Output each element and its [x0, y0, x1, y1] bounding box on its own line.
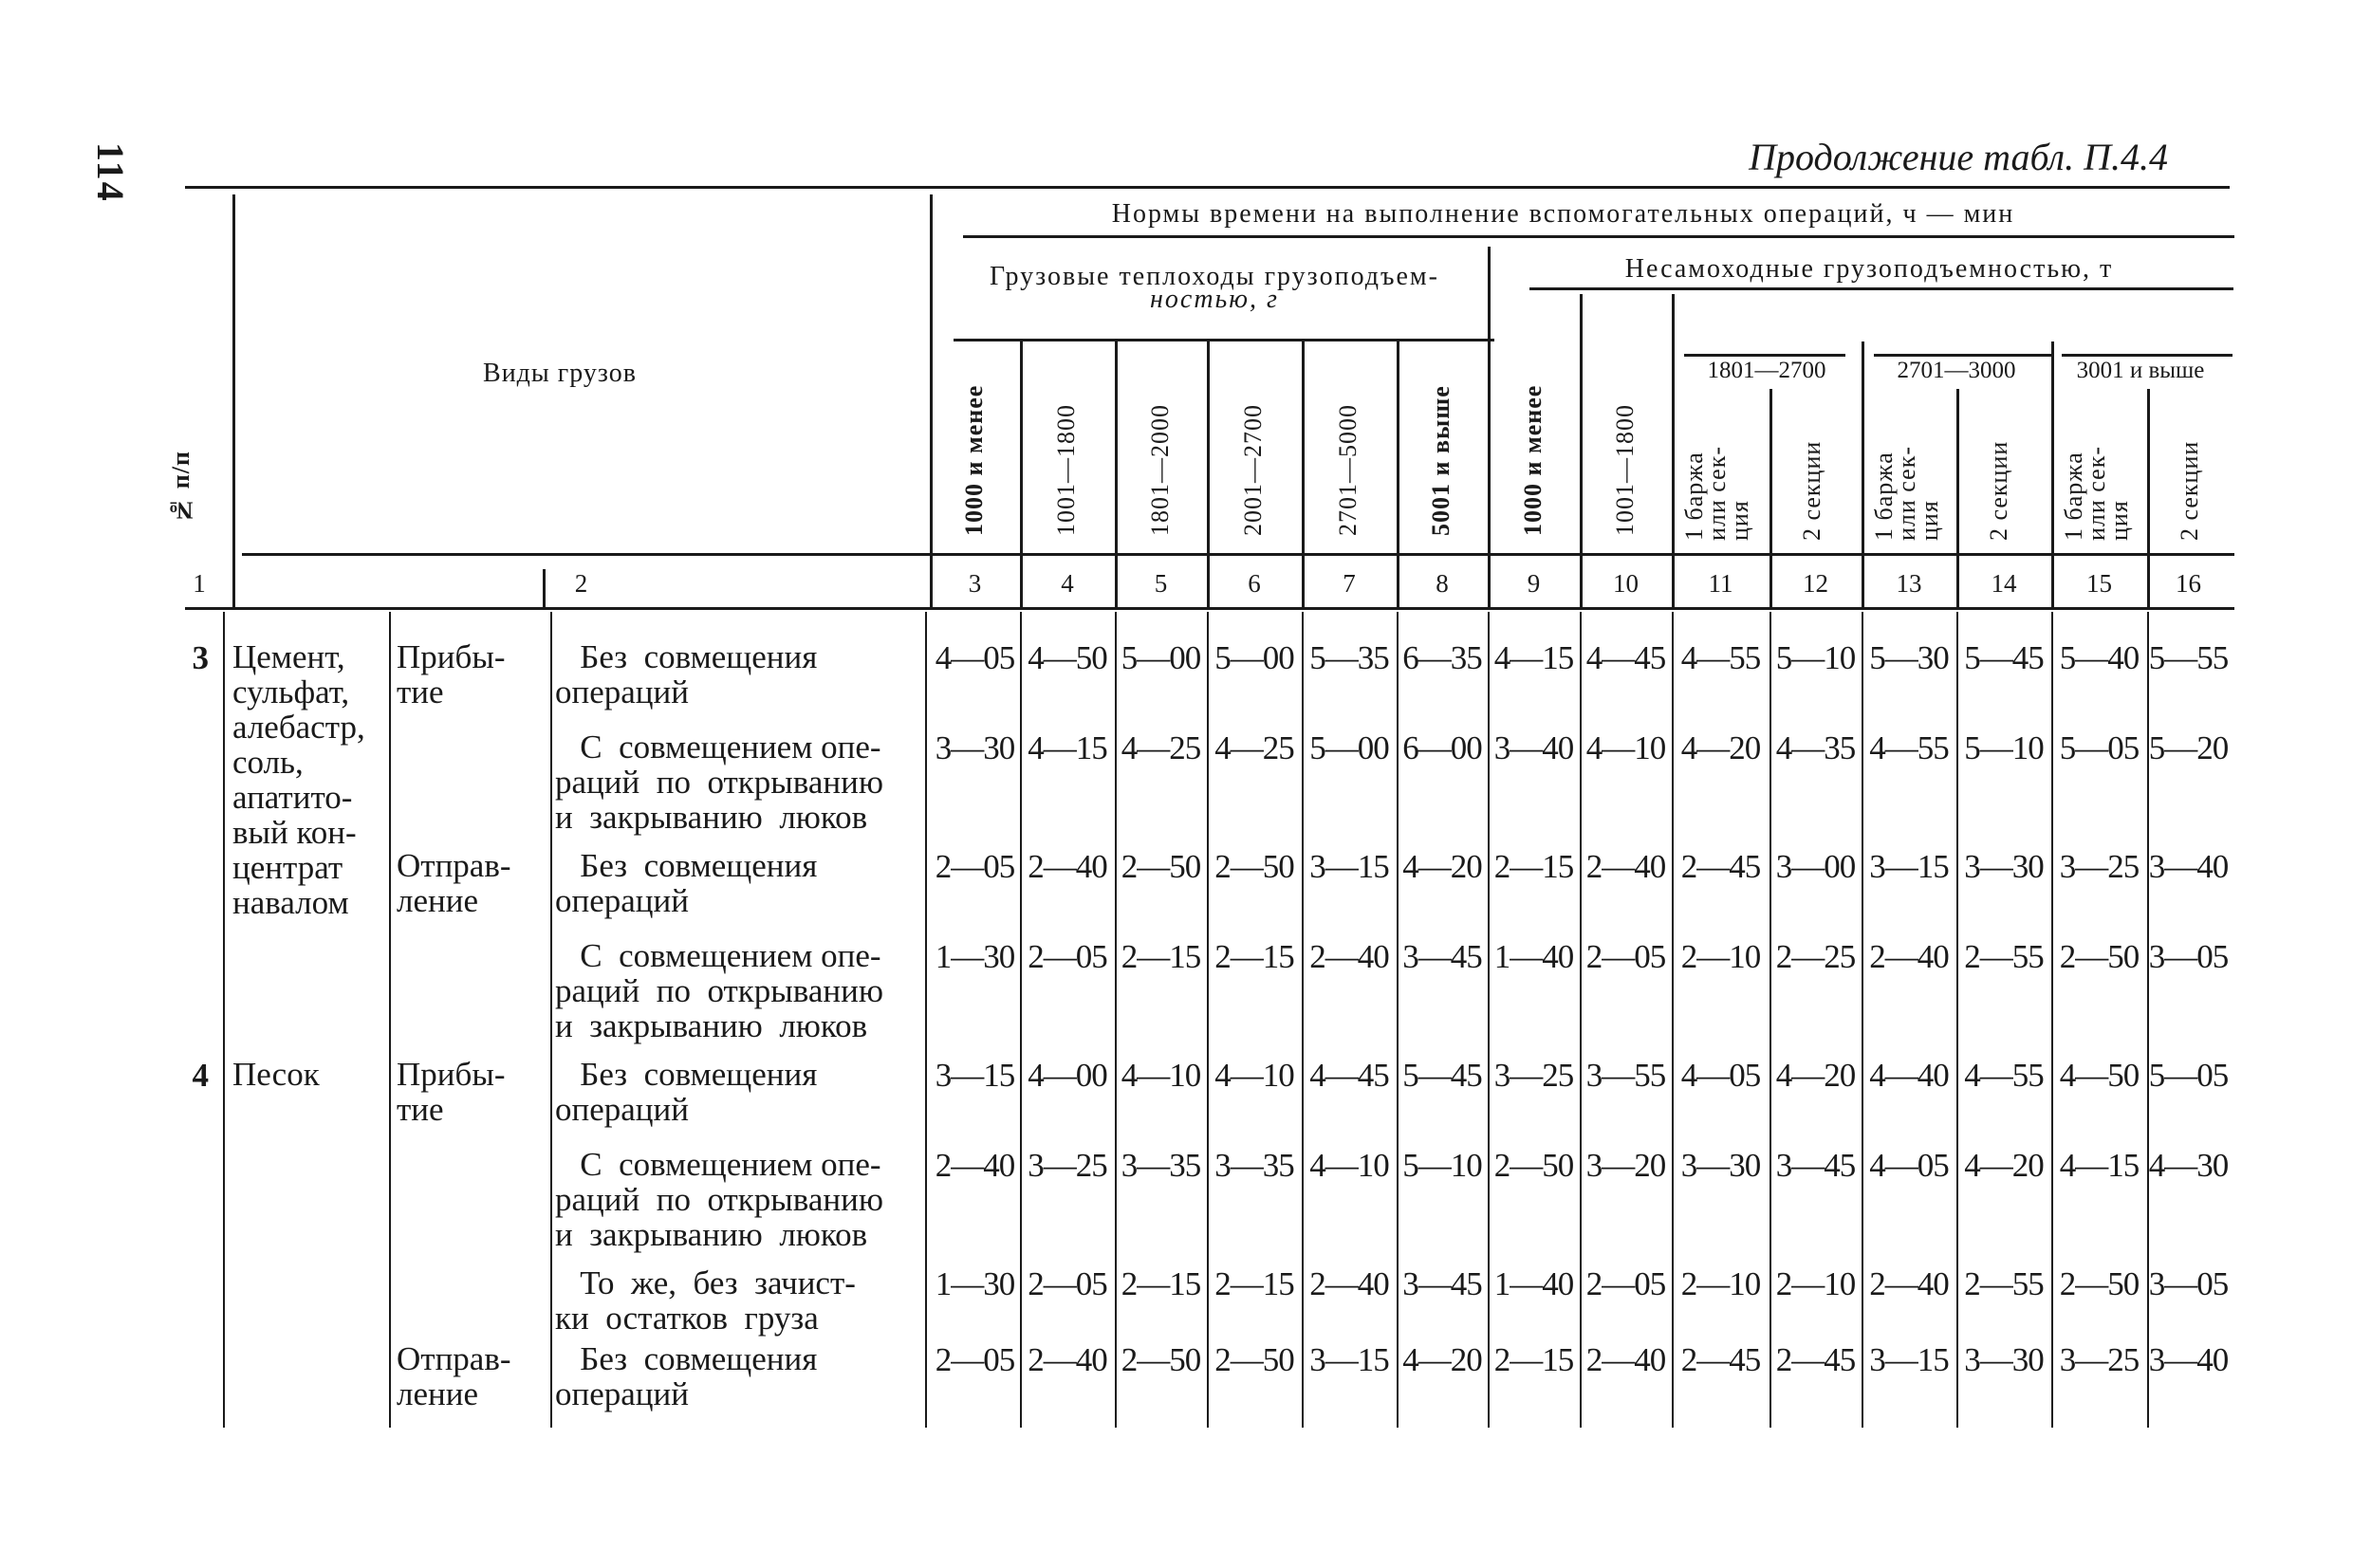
time-norm-value: 4—50	[2059, 1057, 2140, 1094]
barge-or-section-header: 1 баржа или сек- ция	[2060, 446, 2133, 541]
time-norm-value: 5—10	[1964, 729, 2044, 766]
time-norm-value: 2—15	[1493, 848, 1574, 885]
column-divider	[925, 612, 927, 1428]
time-norm-value: 6—35	[1402, 639, 1482, 676]
time-norm-value: 4—30	[2148, 1147, 2229, 1184]
time-norm-value: 3—30	[1964, 1341, 2044, 1378]
time-norm-value: 3—25	[1493, 1057, 1574, 1094]
column-header-7: 2701—5000	[1334, 404, 1362, 536]
time-norm-value: 2—45	[1680, 1341, 1761, 1378]
operation-description: Без совмещения операций	[555, 847, 818, 919]
time-norm-value: 3—45	[1402, 1265, 1482, 1302]
group-header-2: 2701—3000	[1897, 358, 2016, 383]
time-norm-value: 2—45	[1775, 1341, 1856, 1378]
header-rule	[185, 607, 2234, 610]
time-norm-value: 3—25	[1028, 1147, 1107, 1184]
time-norm-value: 4—50	[1028, 639, 1107, 676]
column-number-6: 6	[1248, 569, 1261, 598]
time-norm-value: 3—45	[1775, 1147, 1856, 1184]
time-norm-value: 3—45	[1402, 938, 1482, 975]
header-rule	[2062, 354, 2233, 357]
time-norm-value: 2—40	[1028, 1341, 1107, 1378]
column-number-3: 3	[968, 569, 982, 598]
time-norm-value: 5—45	[1402, 1057, 1482, 1094]
time-norm-value: 2—40	[1869, 1265, 1949, 1302]
time-norm-value: 5—35	[1309, 639, 1389, 676]
time-norm-value: 2—40	[1585, 848, 1666, 885]
time-norm-value: 5—45	[1964, 639, 2044, 676]
column-number-4: 4	[1061, 569, 1074, 598]
time-norm-value: 5—00	[1214, 639, 1294, 676]
time-norm-value: 4—45	[1309, 1057, 1389, 1094]
header-divider	[1580, 294, 1583, 607]
time-norm-value: 5—00	[1309, 729, 1389, 766]
time-norm-value: 2—40	[1585, 1341, 1666, 1378]
time-norm-value: 2—50	[1493, 1147, 1574, 1184]
time-norm-value: 2—05	[1585, 938, 1666, 975]
two-sections-header: 2 секции	[1798, 440, 1825, 541]
operation-description: С совмещением опе- раций по открыванию и закрыванию люков	[555, 937, 884, 1044]
time-norm-value: 6—00	[1402, 729, 1482, 766]
column-number-5: 5	[1154, 569, 1168, 598]
time-norm-value: 2—40	[1869, 938, 1949, 975]
time-norm-value: 4—20	[1402, 848, 1482, 885]
time-norm-value: 4—05	[935, 639, 1015, 676]
time-norm-value: 2—50	[1214, 1341, 1294, 1378]
time-norm-value: 2—50	[2059, 938, 2140, 975]
operation-description: Без совмещения операций	[555, 1056, 818, 1128]
time-norm-value: 4—20	[1775, 1057, 1856, 1094]
time-norm-value: 5—10	[1402, 1147, 1482, 1184]
table-caption: Продолжение табл. П.4.4	[1749, 136, 2168, 178]
time-norm-value: 5—20	[2148, 729, 2229, 766]
time-norm-value: 2—40	[935, 1147, 1015, 1184]
header-rule	[1529, 287, 2233, 290]
time-norm-value: 4—25	[1214, 729, 1294, 766]
self-propelled-title-line1: Грузовые теплоходы грузоподъем-	[990, 262, 1439, 291]
time-norm-value: 3—15	[935, 1057, 1015, 1094]
time-norm-value: 4—20	[1402, 1341, 1482, 1378]
time-norm-value: 3—40	[2148, 1341, 2229, 1378]
cargo-types-header: Виды грузов	[483, 359, 637, 388]
operation-description: С совмещением опе- раций по открыванию и закрыванию люков	[555, 729, 884, 836]
operation-type: Прибы- тие	[397, 638, 506, 710]
group-header-3: 3001 и выше	[2076, 358, 2205, 383]
time-norm-value: 3—25	[2059, 1341, 2140, 1378]
time-norm-value: 4—10	[1214, 1057, 1294, 1094]
time-norm-value: 3—05	[2148, 938, 2229, 975]
time-norm-value: 2—05	[1028, 1265, 1107, 1302]
norms-title: Нормы времени на выполнение вспомогательных операций, ч — мин	[1111, 199, 2015, 229]
time-norm-value: 2—50	[1214, 848, 1294, 885]
time-norm-value: 2—50	[1121, 848, 1201, 885]
time-norm-value: 4—55	[1964, 1057, 2044, 1094]
operation-type: Отправ- ление	[397, 1340, 511, 1412]
column-number-8: 8	[1436, 569, 1449, 598]
time-norm-value: 4—10	[1309, 1147, 1389, 1184]
time-norm-value: 2—10	[1775, 1265, 1856, 1302]
header-rule	[185, 186, 2230, 189]
barge-or-section-header: 1 баржа или сек- ция	[1680, 446, 1753, 541]
time-norm-value: 3—05	[2148, 1265, 2229, 1302]
time-norm-value: 2—45	[1680, 848, 1761, 885]
cargo-name: Цемент, сульфат, алебастр, соль, апатито- вый кон- центрат навалом	[232, 638, 365, 921]
header-rule	[954, 339, 1494, 341]
time-norm-value: 4—00	[1028, 1057, 1107, 1094]
column-number-10: 10	[1613, 569, 1639, 598]
header-divider	[1302, 341, 1305, 607]
column-number-14: 14	[1991, 569, 2017, 598]
column-divider	[389, 612, 391, 1428]
time-norm-value: 2—10	[1680, 1265, 1761, 1302]
time-norm-value: 3—20	[1585, 1147, 1666, 1184]
time-norm-value: 2—40	[1309, 938, 1389, 975]
time-norm-value: 2—05	[1028, 938, 1107, 975]
column-number-2: 2	[574, 569, 588, 598]
time-norm-value: 5—40	[2059, 639, 2140, 676]
column-header-8: 5001 и выше	[1427, 385, 1454, 536]
time-norm-value: 3—35	[1214, 1147, 1294, 1184]
header-divider	[1672, 294, 1675, 607]
row-number: 4	[192, 1057, 209, 1094]
row-number: 3	[192, 639, 209, 676]
time-norm-value: 3—55	[1585, 1057, 1666, 1094]
self-propelled-title-line2: ностью, г	[1150, 285, 1279, 314]
two-sections-header: 2 секции	[2176, 440, 2203, 541]
time-norm-value: 3—30	[1680, 1147, 1761, 1184]
time-norm-value: 2—05	[1585, 1265, 1666, 1302]
column-header-4: 1001—1800	[1052, 404, 1080, 536]
time-norm-value: 3—40	[2148, 848, 2229, 885]
time-norm-value: 2—05	[935, 1341, 1015, 1378]
operation-type: Отправ- ление	[397, 847, 511, 919]
time-norm-value: 2—15	[1121, 1265, 1201, 1302]
time-norm-value: 2—05	[935, 848, 1015, 885]
time-norm-value: 2—15	[1214, 938, 1294, 975]
time-norm-value: 3—15	[1869, 1341, 1949, 1378]
column-number-1: 1	[193, 569, 206, 598]
time-norm-value: 4—55	[1869, 729, 1949, 766]
time-norm-value: 2—50	[2059, 1265, 2140, 1302]
time-norm-value: 3—15	[1309, 1341, 1389, 1378]
operation-description: Без совмещения операций	[555, 638, 818, 710]
time-norm-value: 4—45	[1585, 639, 1666, 676]
operation-description: То же, без зачист- ки остатков груза	[555, 1264, 856, 1337]
time-norm-value: 3—30	[1964, 848, 2044, 885]
time-norm-value: 4—15	[2059, 1147, 2140, 1184]
time-norm-value: 5—05	[2059, 729, 2140, 766]
time-norm-value: 4—35	[1775, 729, 1856, 766]
column-header-10: 1001—1800	[1610, 404, 1639, 536]
time-norm-value: 2—55	[1964, 1265, 2044, 1302]
header-divider	[232, 194, 235, 607]
column-divider	[223, 612, 225, 1428]
time-norm-value: 4—15	[1028, 729, 1107, 766]
time-norm-value: 2—55	[1964, 938, 2044, 975]
column-number-12: 12	[1803, 569, 1828, 598]
time-norm-value: 5—00	[1121, 639, 1201, 676]
time-norm-value: 3—40	[1493, 729, 1574, 766]
time-norm-value: 4—10	[1121, 1057, 1201, 1094]
time-norm-value: 3—30	[935, 729, 1015, 766]
time-norm-value: 4—20	[1680, 729, 1761, 766]
row-number-header: № п/п	[167, 451, 195, 525]
column-divider	[550, 612, 552, 1428]
time-norm-value: 5—10	[1775, 639, 1856, 676]
time-norm-value: 4—20	[1964, 1147, 2044, 1184]
time-norm-value: 1—30	[935, 1265, 1015, 1302]
column-header-3: 1000 и менее	[959, 384, 988, 536]
time-norm-value: 4—05	[1869, 1147, 1949, 1184]
time-norm-value: 2—10	[1680, 938, 1761, 975]
column-number-9: 9	[1527, 569, 1541, 598]
header-divider	[1115, 341, 1118, 607]
operation-description: Без совмещения операций	[555, 1340, 818, 1412]
time-norm-value: 3—35	[1121, 1147, 1201, 1184]
time-norm-value: 1—40	[1493, 938, 1574, 975]
header-rule	[1874, 354, 2054, 357]
column-number-11: 11	[1708, 569, 1733, 598]
barge-or-section-header: 1 баржа или сек- ция	[1870, 446, 1943, 541]
time-norm-value: 4—55	[1680, 639, 1761, 676]
time-norm-value: 2—40	[1028, 848, 1107, 885]
cargo-name: Песок	[232, 1056, 320, 1093]
time-norm-value: 2—50	[1121, 1341, 1201, 1378]
time-norm-value: 4—05	[1680, 1057, 1761, 1094]
time-norm-value: 3—15	[1309, 848, 1389, 885]
header-rule	[935, 553, 2234, 556]
operation-description: С совмещением опе- раций по открыванию и закрыванию люков	[555, 1146, 884, 1253]
header-divider	[930, 194, 933, 607]
time-norm-value: 2—40	[1309, 1265, 1389, 1302]
time-norm-value: 4—25	[1121, 729, 1201, 766]
column-number-15: 15	[2086, 569, 2112, 598]
non-self-propelled-title: Несамоходные грузоподъемностью, т	[1624, 254, 2114, 284]
column-number-7: 7	[1343, 569, 1356, 598]
time-norm-value: 1—30	[935, 938, 1015, 975]
header-rule	[963, 235, 2234, 238]
time-norm-value: 5—55	[2148, 639, 2229, 676]
column-header-9: 1000 и менее	[1518, 384, 1547, 536]
column-header-5: 1801—2000	[1145, 404, 1174, 536]
header-divider	[1488, 247, 1491, 607]
time-norm-value: 5—05	[2148, 1057, 2229, 1094]
time-norm-value: 4—10	[1585, 729, 1666, 766]
page-number: 114	[89, 142, 132, 203]
header-divider	[1020, 341, 1023, 607]
header-rule	[1684, 354, 1845, 357]
time-norm-value: 5—30	[1869, 639, 1949, 676]
time-norm-value: 2—15	[1121, 938, 1201, 975]
column-number-16: 16	[2176, 569, 2201, 598]
time-norm-value: 3—00	[1775, 848, 1856, 885]
header-divider	[1397, 341, 1399, 607]
time-norm-value: 2—15	[1214, 1265, 1294, 1302]
time-norm-value: 3—25	[2059, 848, 2140, 885]
time-norm-value: 2—25	[1775, 938, 1856, 975]
group-header-1: 1801—2700	[1707, 358, 1826, 383]
operation-type: Прибы- тие	[397, 1056, 506, 1128]
time-norm-value: 4—15	[1493, 639, 1574, 676]
header-divider	[1207, 341, 1210, 607]
column-number-13: 13	[1896, 569, 1922, 598]
column-header-6: 2001—2700	[1239, 404, 1267, 536]
time-norm-value: 4—40	[1869, 1057, 1949, 1094]
time-norm-value: 2—15	[1493, 1341, 1574, 1378]
two-sections-header: 2 секции	[1985, 440, 2012, 541]
time-norm-value: 3—15	[1869, 848, 1949, 885]
time-norm-value: 1—40	[1493, 1265, 1574, 1302]
